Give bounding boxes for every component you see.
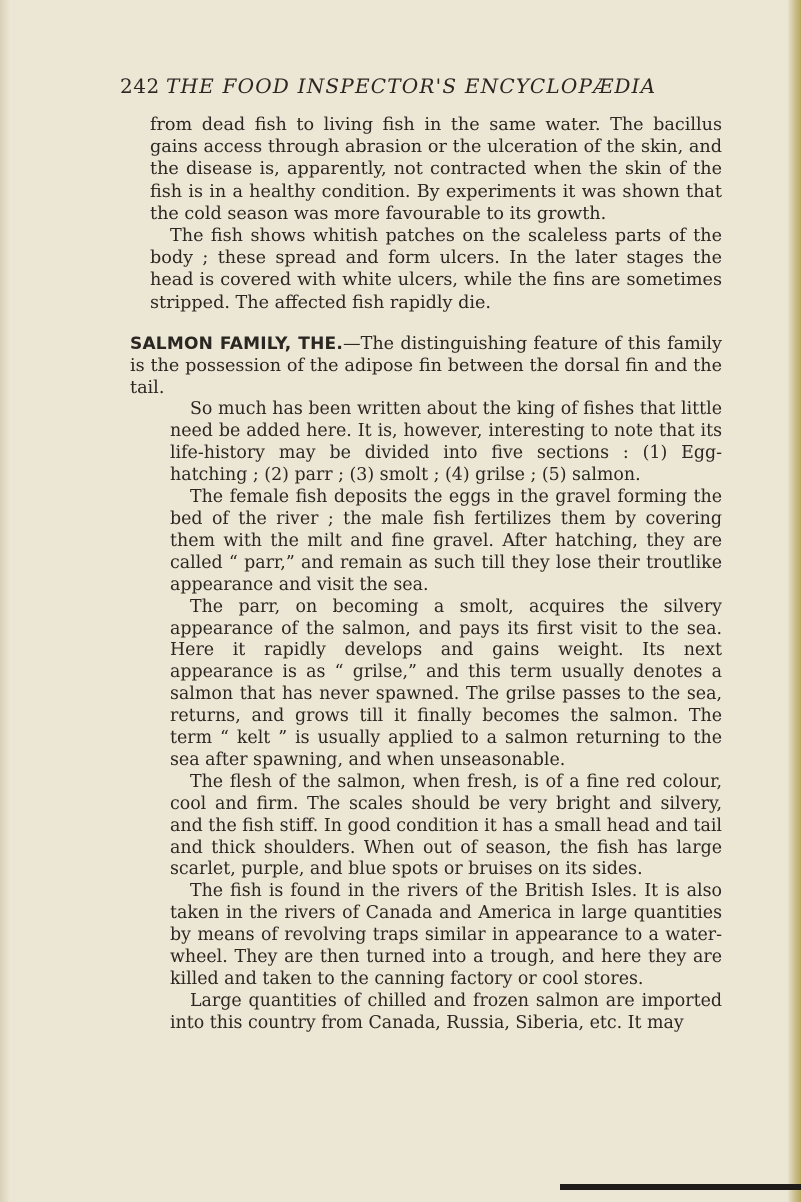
- paragraph-king-of-fishes: So much has been written about the king of fishes that little need be added here. It is, however, interesting to note that its life-history may be divided into five sections : (1) Egg-hatching ; (2) parr ; (3) smolt ; (4) grilse ; (5) salmon.: [170, 399, 722, 486]
- page-edge-left: [0, 0, 10, 1202]
- entry-salmon-family: [130, 333, 722, 400]
- running-head: THE FOOD INSPECTOR'S ENCYCLOPÆDIA: [166, 74, 657, 98]
- paragraph-flesh: The flesh of the salmon, when fresh, is of a fine red colour, cool and firm. The scales should be very bright and silvery, and the fish stiff. In good condition it has a small head and tail and thick shoulders. When out of season, the fish has large scarlet, purple, and blue spots or bruises on its sides.: [170, 771, 722, 880]
- paragraph-imports: Large quantities of chilled and frozen salmon are imported into this country from Canada, Russia, Siberia, etc. It may: [170, 990, 722, 1033]
- entry-heading: SALMON FAMILY, THE.: [130, 333, 343, 354]
- paragraph-symptoms: The fish shows whitish patches on the scaleless parts of the body ; these spread and form ulcers. In the later stages the head is covered with white ulcers, while the fins are sometimes stripped. The affected fish rapidly die.: [150, 226, 722, 313]
- paragraph-continuation: from dead fish to living fish in the same water. The bacillus gains access through abrasion or the ulceration of the skin, and the disease is, apparently, not contracted when the skin of the fish is in a healthy condition. By experiments it was shown that the cold season was more favourable to its growth.: [150, 115, 722, 224]
- body-text: [130, 114, 722, 1035]
- page-edge-right: [787, 0, 801, 1202]
- page-header: [120, 74, 720, 102]
- entry-body: [170, 399, 722, 1034]
- paragraph-distribution: The fish is found in the rivers of the British Isles. It is also taken in the rivers of Canada and America in large quantities by means of revolving traps similar in appearance to a water-wheel. They are then turned into a trough, and here they are killed and taken to the canning factory or cool stores.: [170, 881, 722, 989]
- entry-text: —The distinguishing feature of this family is the possession of the adipose fin between the dorsal fin and the tail.: [130, 333, 722, 399]
- page-number: 242: [120, 74, 160, 98]
- paragraph-smolt: The parr, on becoming a smolt, acquires the silvery appearance of the salmon, and pays its first visit to the sea. Here it rapidly develops and gains weight. Its next appearance is as “ grilse,” and this term usually denotes a salmon that has never spawned. The grilse passes to the sea, returns, and grows till it finally becomes the salmon. The term “ kelt ” is usually applied to a salmon returning to the sea after spawning, and when unseasonable.: [170, 596, 722, 770]
- bottom-rule: [560, 1184, 801, 1190]
- paragraph-parr: The female fish deposits the eggs in the gravel forming the bed of the river ; the male fish fertilizes them by covering them with the milt and fine gravel. After hatching, they are called “ parr,” and remain as such till they lose their troutlike appearance and visit the sea.: [170, 487, 722, 595]
